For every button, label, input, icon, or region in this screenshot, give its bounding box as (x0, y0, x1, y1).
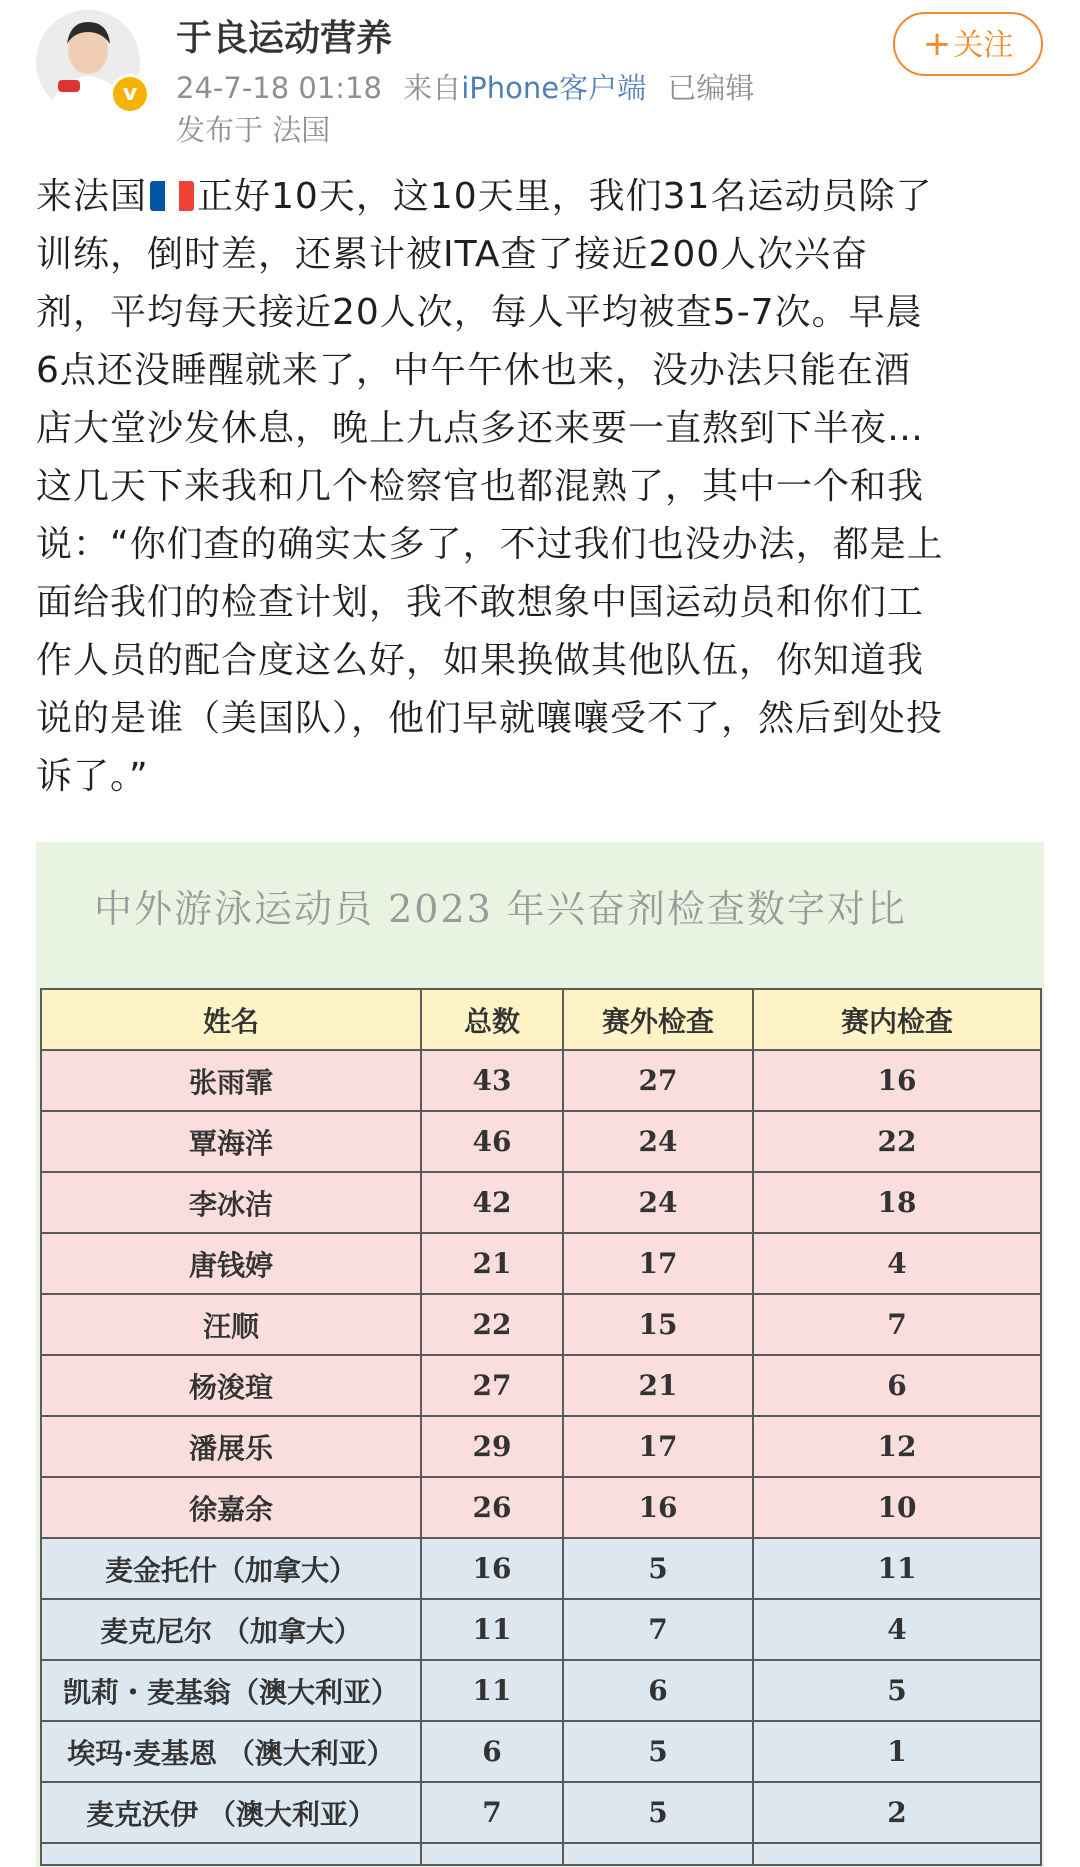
table-header-row (41, 989, 1041, 1050)
cell-out-of-competition: 16 (563, 1477, 753, 1538)
table-row-partial (41, 1843, 1041, 1865)
france-flag-icon (150, 181, 194, 211)
header-name: 姓名 (41, 989, 421, 1050)
cell-out-of-competition: 21 (563, 1355, 753, 1416)
post-line (36, 168, 1046, 226)
cell-in-competition: 5 (753, 1660, 1041, 1721)
cell-name: 埃玛·麦基恩 （澳大利亚） (41, 1721, 421, 1782)
cell-out-of-competition: 24 (563, 1172, 753, 1233)
cell-out-of-competition: 5 (563, 1782, 753, 1843)
post-image[interactable] (36, 842, 1044, 1867)
cell-in-competition: 4 (753, 1233, 1041, 1294)
table-row (41, 1660, 1041, 1721)
cell-in-competition: 4 (753, 1599, 1041, 1660)
table-row (41, 1355, 1041, 1416)
cell-in-competition: 2 (753, 1782, 1041, 1843)
cell-out-of-competition: 5 (563, 1538, 753, 1599)
cell-in-competition: 11 (753, 1538, 1041, 1599)
post-line: 说的是谁（美国队），他们早就嚷嚷受不了，然后到处投 (36, 698, 944, 739)
cell-empty (421, 1843, 563, 1865)
post-meta (176, 66, 754, 107)
cell-total: 11 (421, 1660, 563, 1721)
cell-name: 汪顺 (41, 1294, 421, 1355)
post-body (36, 168, 1046, 806)
post-location: 发布于 法国 (176, 113, 331, 147)
verified-badge-icon: v (110, 74, 150, 114)
table-row (41, 1538, 1041, 1599)
cell-in-competition: 10 (753, 1477, 1041, 1538)
cell-total: 26 (421, 1477, 563, 1538)
cell-in-competition: 1 (753, 1721, 1041, 1782)
table-row (41, 1599, 1041, 1660)
cell-total: 7 (421, 1782, 563, 1843)
cell-total: 21 (421, 1233, 563, 1294)
cell-name: 李冰洁 (41, 1172, 421, 1233)
post-line: 剂，平均每天接近20人次，每人平均被查5-7次。早晨 (36, 292, 923, 333)
table-row (41, 1477, 1041, 1538)
cell-out-of-competition: 7 (563, 1599, 753, 1660)
username[interactable]: 于良运动营养 (176, 18, 393, 59)
cell-name: 张雨霏 (41, 1050, 421, 1111)
source-prefix: 来自 (403, 71, 462, 105)
cell-total: 16 (421, 1538, 563, 1599)
table-row (41, 1172, 1041, 1233)
cell-out-of-competition: 15 (563, 1294, 753, 1355)
cell-total: 43 (421, 1050, 563, 1111)
table-row (41, 1721, 1041, 1782)
cell-in-competition: 22 (753, 1111, 1041, 1172)
cell-name: 杨浚瑄 (41, 1355, 421, 1416)
cell-out-of-competition: 5 (563, 1721, 753, 1782)
header-total: 总数 (421, 989, 563, 1050)
table-body (41, 1050, 1041, 1865)
cell-empty (563, 1843, 753, 1865)
cell-in-competition: 7 (753, 1294, 1041, 1355)
post-line-text: 来法国 (36, 176, 148, 217)
cell-total: 11 (421, 1599, 563, 1660)
cell-in-competition: 16 (753, 1050, 1041, 1111)
table-row (41, 1233, 1041, 1294)
table-row (41, 1050, 1041, 1111)
post-line: 店大堂沙发休息，晚上九点多还来要一直熬到下半夜… (36, 408, 925, 449)
post-line: 诉了。” (36, 756, 149, 797)
cell-total: 22 (421, 1294, 563, 1355)
cell-in-competition: 12 (753, 1416, 1041, 1477)
header-out-of-competition: 赛外检查 (563, 989, 753, 1050)
plus-icon: + (922, 24, 952, 64)
cell-name: 麦克沃伊 （澳大利亚） (41, 1782, 421, 1843)
cell-name: 凯莉・麦基翁（澳大利亚） (41, 1660, 421, 1721)
cell-total: 29 (421, 1416, 563, 1477)
image-title: 中外游泳运动员 2023 年兴奋剂检查数字对比 (94, 887, 907, 931)
edited-label: 已编辑 (667, 71, 755, 105)
cell-out-of-competition: 17 (563, 1233, 753, 1294)
table-row (41, 1416, 1041, 1477)
post-header (0, 0, 1080, 150)
cell-in-competition: 6 (753, 1355, 1041, 1416)
post-line: 面给我们的检查计划，我不敢想象中国运动员和你们工 (36, 582, 925, 623)
cell-total: 6 (421, 1721, 563, 1782)
cell-empty (753, 1843, 1041, 1865)
cell-out-of-competition: 27 (563, 1050, 753, 1111)
post-line: 作人员的配合度这么好，如果换做其他队伍，你知道我 (36, 640, 925, 681)
cell-empty (41, 1843, 421, 1865)
post-line-text: 正好10天，这10天里，我们31名运动员除了 (197, 176, 933, 217)
follow-label: 关注 (953, 28, 1014, 63)
cell-name: 徐嘉余 (41, 1477, 421, 1538)
cell-in-competition: 18 (753, 1172, 1041, 1233)
table-row (41, 1294, 1041, 1355)
table-row (41, 1782, 1041, 1843)
client-link[interactable]: iPhone客户端 (461, 71, 647, 105)
header-in-competition: 赛内检查 (753, 989, 1041, 1050)
post-line: 6点还没睡醒就来了，中午午休也来，没办法只能在酒 (36, 350, 911, 391)
post-timestamp: 24-7-18 01:18 (176, 71, 382, 105)
post-line: 说：“你们查的确实太多了，不过我们也没办法，都是上 (36, 524, 944, 565)
cell-name: 覃海洋 (41, 1111, 421, 1172)
cell-name: 麦金托什（加拿大） (41, 1538, 421, 1599)
cell-total: 42 (421, 1172, 563, 1233)
cell-out-of-competition: 24 (563, 1111, 753, 1172)
cell-name: 唐钱婷 (41, 1233, 421, 1294)
cell-out-of-competition: 6 (563, 1660, 753, 1721)
cell-name: 潘展乐 (41, 1416, 421, 1477)
cell-out-of-competition: 17 (563, 1416, 753, 1477)
follow-button[interactable] (893, 12, 1043, 76)
cell-total: 27 (421, 1355, 563, 1416)
post-line: 这几天下来我和几个检察官也都混熟了，其中一个和我 (36, 466, 925, 507)
doping-test-table (40, 988, 1042, 1866)
cell-total: 46 (421, 1111, 563, 1172)
post-line: 训练，倒时差，还累计被ITA查了接近200人次兴奋 (36, 234, 869, 275)
table-row (41, 1111, 1041, 1172)
cell-name: 麦克尼尔 （加拿大） (41, 1599, 421, 1660)
